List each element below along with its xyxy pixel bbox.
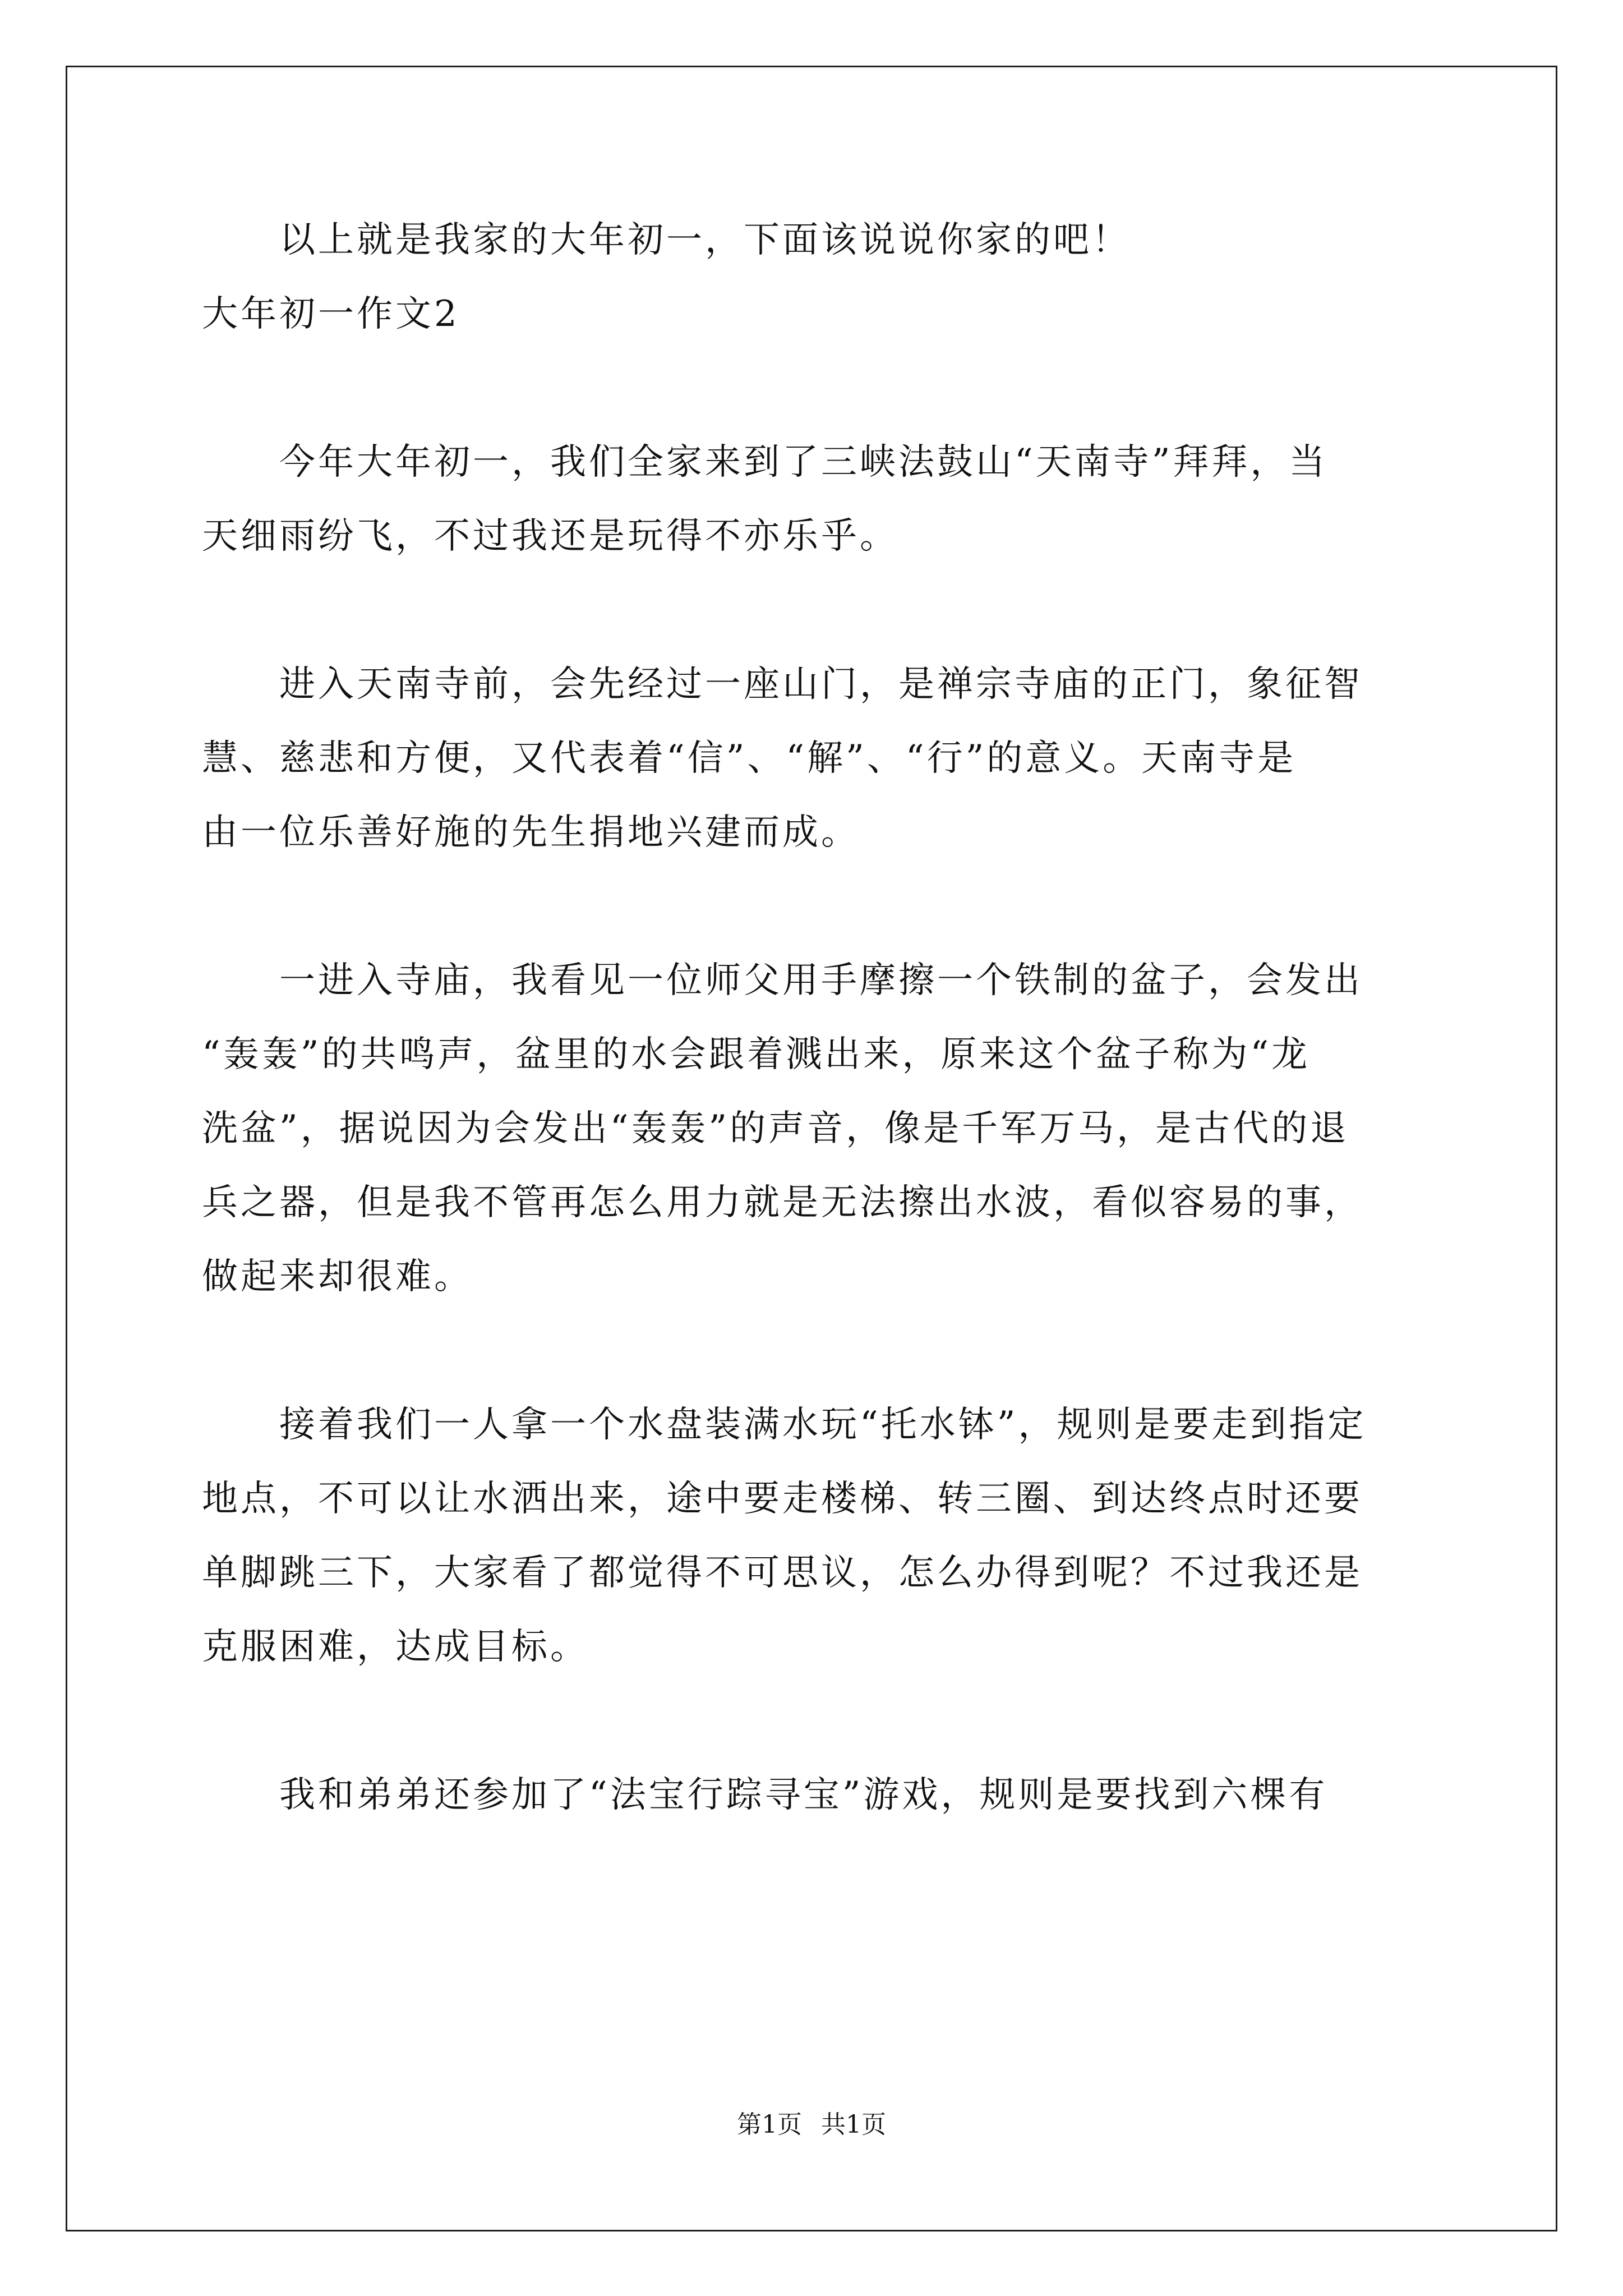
page-footer (0, 2110, 1623, 2139)
text-line: 由一位乐善好施的先生捐地兴建而成。 (202, 812, 860, 853)
text-line: 克服困难，达成目标。 (202, 1626, 589, 1668)
text-line: 单脚跳三下，大家看了都觉得不可思议，怎么办得到呢？不过我还是 (202, 1552, 1363, 1594)
text-line: 以上就是我家的大年初一，下面该说说你家的吧！ (202, 219, 1131, 261)
text-line: 我和弟弟还参加了“法宝行踪寻宝”游戏，规则是要找到六棵有 (202, 1774, 1328, 1816)
text-line: 今年大年初一，我们全家来到了三峡法鼓山“天南寺”拜拜，当 (202, 441, 1328, 483)
text-line: 接着我们一人拿一个水盘装满水玩“托水钵”，规则是要走到指定 (202, 1404, 1367, 1446)
text-line: 地点，不可以让水洒出来，途中要走楼梯、转三圈、到达终点时还要 (202, 1478, 1363, 1520)
text-line: 兵之器，但是我不管再怎么用力就是无法擦出水波，看似容易的事， (202, 1182, 1363, 1223)
text-line: 做起来却很难。 (202, 1256, 473, 1297)
section-heading: 大年初一作文2 (202, 293, 460, 335)
text-line: 洗盆”，据说因为会发出“轰轰”的声音，像是千军万马，是古代的退 (202, 1108, 1349, 1149)
page-number: 第1页 (737, 2110, 802, 2139)
text-line: 一进入寺庙，我看见一位师父用手摩擦一个铁制的盆子，会发出 (202, 960, 1363, 1001)
text-line: 进入天南寺前，会先经过一座山门，是禅宗寺庙的正门，象征智 (202, 664, 1363, 705)
text-line: 慧、慈悲和方便，又代表着“信”、“解”、“行”的意义。天南寺是 (202, 738, 1297, 779)
text-line: 天细雨纷飞，不过我还是玩得不亦乐乎。 (202, 516, 898, 557)
text-line: “轰轰”的共鸣声，盆里的水会跟着溅出来，原来这个盆子称为“龙 (202, 1034, 1311, 1075)
page-total: 共1页 (821, 2110, 886, 2139)
